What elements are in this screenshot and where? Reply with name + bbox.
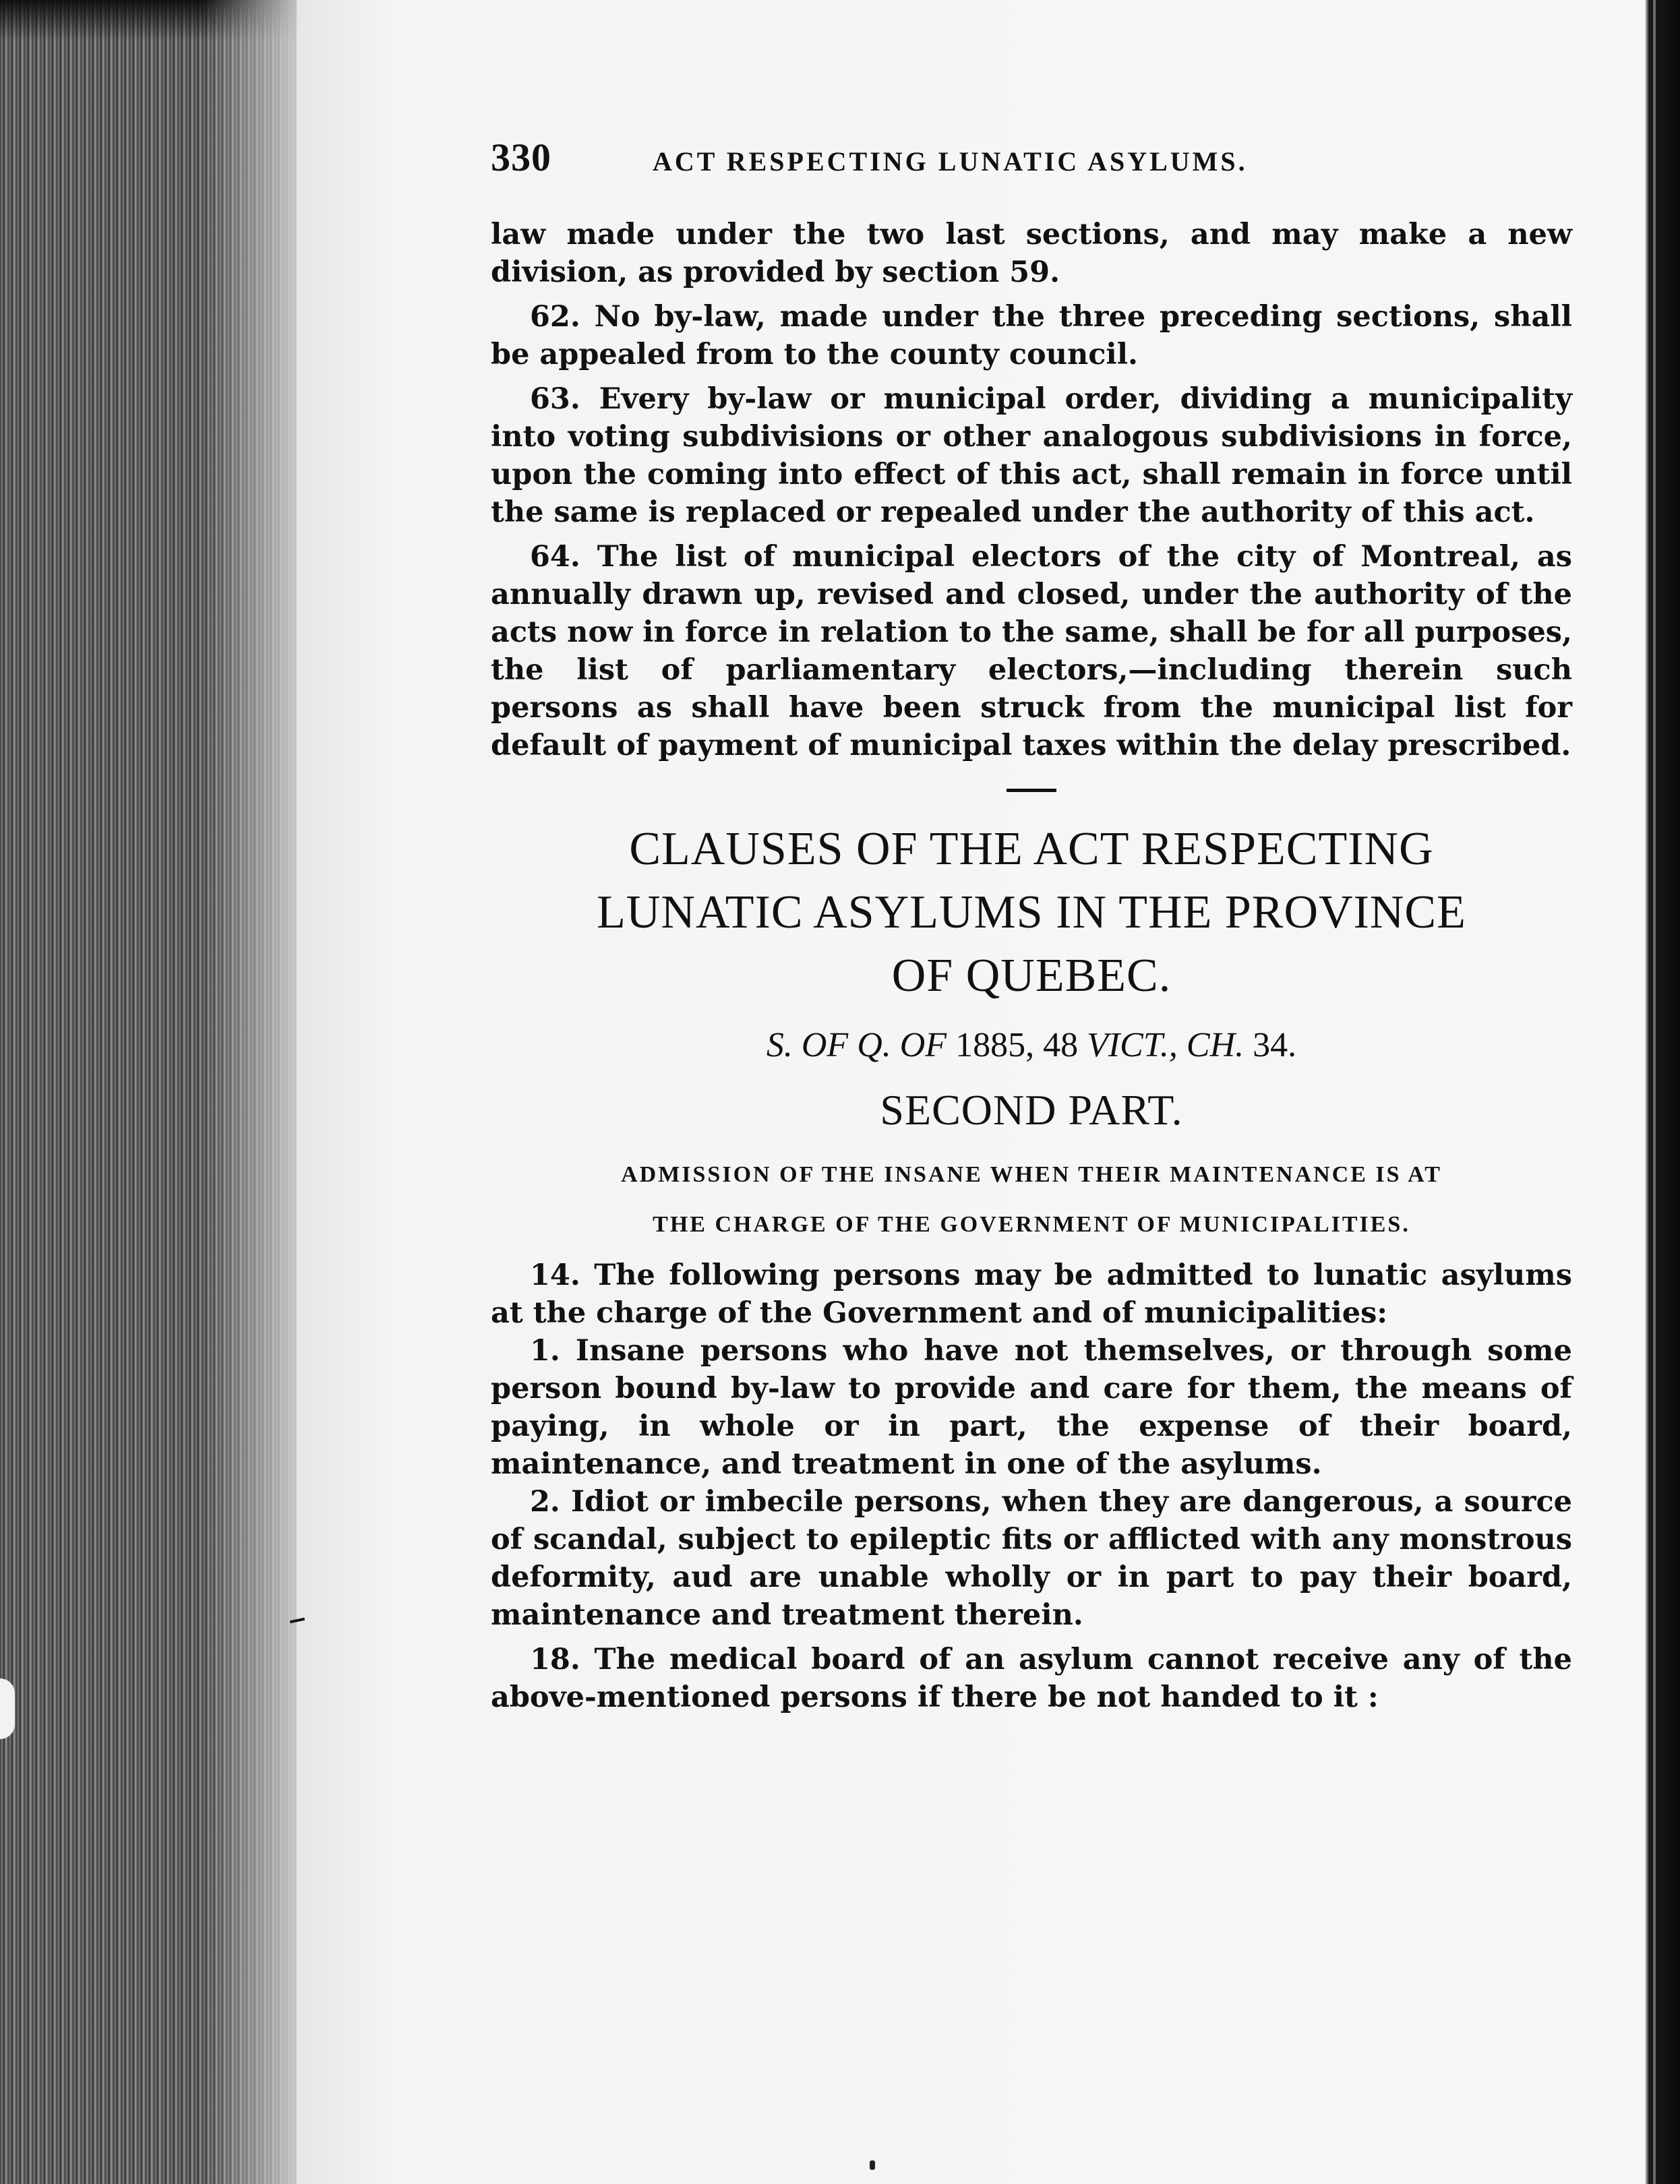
- section-text: The medical board of an asylum cannot receive any of the above-mentioned persons if there be not handed to it :: [491, 1643, 1572, 1714]
- section-number: 14.: [530, 1258, 580, 1292]
- section-text: The list of municipal electors of the city of Montreal, as annually drawn up, revised and closed, under the authority of the acts now in force in relation to the same, shall be for all purposes, the list of parliamentary electors,—including therein such persons as shall have been struck from the municipal list for default of payment of municipal taxes within the delay prescribed.: [491, 540, 1572, 762]
- page-content: [491, 135, 1572, 1716]
- list-item: 1. Insane persons who have not themselves, or through some person bound by-law to provide and care for them, the means of paying, in whole or in part, the expense of their board, maintenance, and treatment in one of the asylums.: [491, 1334, 1572, 1481]
- section-62: [491, 298, 1572, 373]
- running-head: ACT RESPECTING LUNATIC ASYLUMS.: [653, 146, 1248, 177]
- citation-year: 1885, 48: [955, 1026, 1079, 1064]
- section-text: No by-law, made under the three preceding sections, shall be appealed from to the county council.: [491, 300, 1572, 371]
- citation-chapter: 34.: [1253, 1026, 1297, 1064]
- section-18: [491, 1641, 1572, 1716]
- page-number: 330: [491, 135, 551, 179]
- section-number: 62.: [530, 300, 580, 334]
- citation-reign: VICT., CH.: [1087, 1026, 1244, 1064]
- section-text: Every by-law or municipal order, dividing a municipality into voting subdivisions or other analogous subdivisions in force, upon the coming into effect of this act, shall remain in force until the same is replaced or repealed under the authority of this act.: [491, 382, 1572, 529]
- part-title: SECOND PART.: [880, 1086, 1183, 1134]
- page-header: [491, 135, 1572, 195]
- section-14: [491, 1256, 1572, 1332]
- section-number: 18.: [530, 1643, 580, 1676]
- list-item: 2. Idiot or imbecile persons, when they are dangerous, a source of scandal, subject to epileptic fits or afflicted with any monstrous deformity, aud are unable wholly or in part to pay their board, maintenance and treatment therein.: [491, 1485, 1572, 1632]
- section-63: [491, 380, 1572, 531]
- subheading-line-2: THE CHARGE OF THE GOVERNMENT OF MUNICIPALITIES.: [653, 1212, 1410, 1237]
- citation-source: S. OF Q. OF: [766, 1026, 947, 1064]
- right-page-edge: [1645, 0, 1680, 2184]
- section-number: 63.: [530, 382, 580, 416]
- gutter-shading: [202, 0, 310, 2184]
- section-divider: [1007, 789, 1056, 792]
- right-edge-line: [1653, 0, 1656, 2184]
- section-64: [491, 538, 1572, 764]
- bottom-speck: [870, 2160, 875, 2170]
- subheading-line-1: ADMISSION OF THE INSANE WHEN THEIR MAINTENANCE IS AT: [621, 1162, 1442, 1187]
- section-number: 64.: [530, 540, 580, 574]
- act-title-block: [491, 818, 1572, 1250]
- section-text: The following persons may be admitted to lunatic asylums at the charge of the Government and of municipalities:: [491, 1258, 1572, 1330]
- margin-blot: [0, 1678, 15, 1739]
- continuation-paragraph: law made under the two last sections, and may make a new division, as provided by section 59.: [491, 218, 1572, 289]
- act-title-line-3: OF QUEBEC.: [891, 950, 1172, 1002]
- statute-citation: [491, 1025, 1572, 1065]
- act-title-line-2: LUNATIC ASYLUMS IN THE PROVINCE: [597, 886, 1466, 938]
- act-title-line-1: CLAUSES OF THE ACT RESPECTING: [629, 823, 1434, 875]
